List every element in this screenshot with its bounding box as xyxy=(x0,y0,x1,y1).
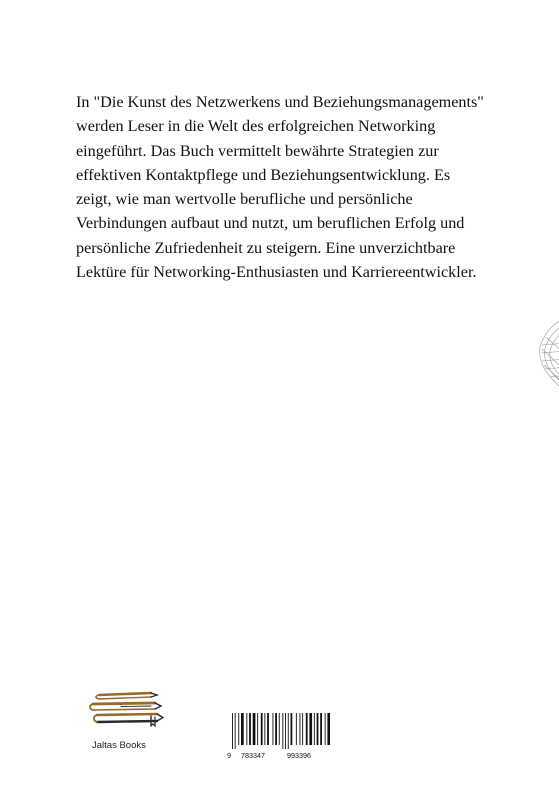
barcode-bar xyxy=(300,713,301,745)
barcode-bar xyxy=(257,713,258,745)
barcode-bar xyxy=(267,713,269,745)
back-cover-blurb: In "Die Kunst des Netzwerkens und Beziehungsmanagements" werden Leser in die Welt des erfolgreichen Networking eingeführt. Das Buch vermittelt bewährte Strategien zur effektiven Kontaktpflege und Beziehungsentwicklung. Es zeigt, wie man wertvolle berufliche und persönliche Verbindungen aufbaut und nutzt, um beruflichen Erfolg und persönliche Zufriedenheit zu steigern. Eine unverzichtbare Lektüre für Networking-Enthusiasten und Karriereentwickler. xyxy=(76,93,484,282)
barcode-bar xyxy=(320,713,322,745)
barcode-bar xyxy=(317,713,319,745)
barcode-bar xyxy=(275,713,277,745)
barcode-bar xyxy=(306,713,308,745)
barcode-bar xyxy=(241,713,244,745)
barcode-bar xyxy=(302,713,303,745)
barcode-bar xyxy=(314,713,315,745)
barcode-bar xyxy=(309,713,312,745)
barcode-bar xyxy=(264,713,265,745)
barcode-bar xyxy=(325,713,326,745)
barcode-digit-first: 9 xyxy=(227,751,231,760)
barcode-bar xyxy=(279,713,280,745)
barcode-digit-group-2: 993396 xyxy=(287,751,311,760)
barcode-bar xyxy=(261,713,263,745)
barcode-bar xyxy=(238,713,239,745)
barcode-bar xyxy=(249,713,251,745)
barcode-bar xyxy=(282,713,283,749)
publisher-name: Jaltas Books xyxy=(92,740,146,751)
barcode-digits xyxy=(227,751,330,761)
barcode-bar xyxy=(273,713,274,745)
barcode-bar xyxy=(296,713,297,745)
barcode-bar xyxy=(235,713,236,749)
decorative-sketch-icon xyxy=(536,315,559,395)
barcode-bar xyxy=(327,713,330,745)
barcode-bar xyxy=(253,713,256,745)
barcode-bar xyxy=(232,713,233,749)
barcode-bar xyxy=(291,713,293,745)
barcode-bar xyxy=(246,713,247,745)
barcode-bar xyxy=(285,713,286,749)
barcode-digit-group-1: 783347 xyxy=(241,751,265,760)
barcode-bar xyxy=(288,713,289,749)
isbn-barcode xyxy=(227,713,330,749)
stacked-books-icon xyxy=(85,683,171,739)
